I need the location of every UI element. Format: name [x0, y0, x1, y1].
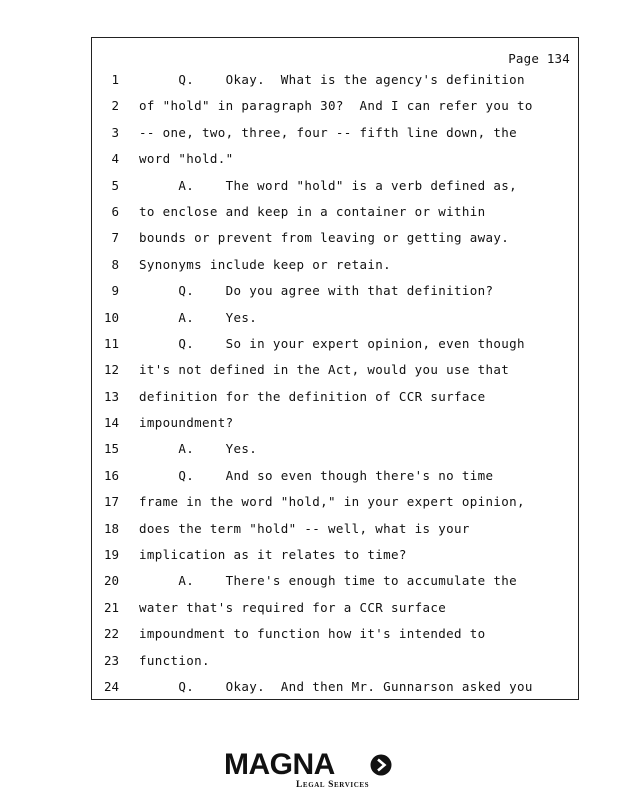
line-number: 13	[103, 388, 119, 404]
magna-logo	[224, 748, 396, 792]
line-number: 20	[103, 573, 119, 589]
line-number: 15	[103, 441, 119, 457]
line-number: 1	[111, 72, 119, 87]
line-number: 2	[111, 98, 119, 114]
logo-wordmark: MAGNA	[224, 748, 335, 781]
transcript-line	[92, 336, 578, 362]
line-text: impoundment to function how it's intended to	[139, 626, 486, 642]
line-text: function.	[139, 652, 210, 668]
line-text: Q. Okay. And then Mr. Gunnarson asked you	[139, 678, 533, 694]
line-text: bounds or prevent from leaving or getting away.	[139, 230, 510, 246]
line-text: implication as it relates to time?	[139, 547, 407, 563]
line-number: 11	[103, 335, 119, 351]
line-number: 7	[111, 230, 119, 246]
line-text: impoundment?	[139, 415, 234, 431]
transcript-line	[92, 204, 578, 230]
transcript-line	[92, 98, 578, 124]
line-text: A. Yes.	[139, 441, 258, 457]
line-number: 22	[103, 626, 119, 642]
transcript-line	[92, 178, 578, 204]
line-text: to enclose and keep in a container or within	[139, 203, 486, 219]
line-number: 24	[103, 678, 119, 694]
line-text: Q. So in your expert opinion, even though	[139, 335, 525, 351]
transcript-line	[92, 125, 578, 151]
transcript-page	[91, 37, 579, 700]
line-text: Q. Do you agree with that definition?	[139, 283, 494, 299]
line-text: does the term "hold" -- well, what is your	[139, 520, 470, 536]
transcript-line	[92, 653, 578, 679]
transcript-line	[92, 151, 578, 177]
line-number: 12	[103, 362, 119, 378]
line-number: 6	[111, 203, 119, 219]
line-number: 9	[111, 283, 119, 299]
line-number: 23	[103, 652, 119, 668]
line-number: 4	[111, 151, 119, 167]
transcript-lines	[92, 72, 578, 705]
page-number: Page 134	[508, 51, 570, 66]
line-number: 16	[103, 467, 119, 483]
transcript-line	[92, 415, 578, 441]
transcript-line	[92, 679, 578, 705]
transcript-line	[92, 230, 578, 256]
line-number: 10	[103, 309, 119, 325]
line-number: 14	[103, 415, 119, 431]
line-text: Q. Okay. What is the agency's definition	[139, 72, 525, 87]
transcript-line	[92, 521, 578, 547]
transcript-line	[92, 441, 578, 467]
line-number: 21	[103, 599, 119, 615]
line-text: -- one, two, three, four -- fifth line down, the	[139, 124, 518, 140]
transcript-line	[92, 72, 578, 98]
transcript-line	[92, 389, 578, 415]
transcript-line	[92, 310, 578, 336]
transcript-line	[92, 626, 578, 652]
line-number: 5	[111, 177, 119, 193]
line-text: frame in the word "hold," in your expert opinion,	[139, 494, 525, 510]
line-text: Synonyms include keep or retain.	[139, 256, 392, 272]
line-number: 19	[103, 547, 119, 563]
line-text: word "hold."	[139, 151, 234, 167]
line-text: Q. And so even though there's no time	[139, 467, 494, 483]
line-text: water that's required for a CCR surface	[139, 599, 447, 615]
transcript-line	[92, 547, 578, 573]
line-number: 18	[103, 520, 119, 536]
chevron-right-circle-icon	[370, 754, 392, 776]
line-number: 8	[111, 256, 119, 272]
line-text: A. Yes.	[139, 309, 258, 325]
line-text: definition for the definition of CCR surface	[139, 388, 486, 404]
line-text: of "hold" in paragraph 30? And I can refer you to	[139, 98, 533, 114]
transcript-line	[92, 468, 578, 494]
line-number: 3	[111, 124, 119, 140]
line-text: it's not defined in the Act, would you use that	[139, 362, 510, 378]
line-number: 17	[103, 494, 119, 510]
transcript-line	[92, 283, 578, 309]
transcript-line	[92, 494, 578, 520]
line-text: A. There's enough time to accumulate the	[139, 573, 518, 589]
transcript-line	[92, 600, 578, 626]
line-text: A. The word "hold" is a verb defined as,	[139, 177, 518, 193]
logo-subtitle: Legal Services	[296, 780, 370, 790]
transcript-line	[92, 257, 578, 283]
transcript-line	[92, 362, 578, 388]
transcript-line	[92, 573, 578, 599]
